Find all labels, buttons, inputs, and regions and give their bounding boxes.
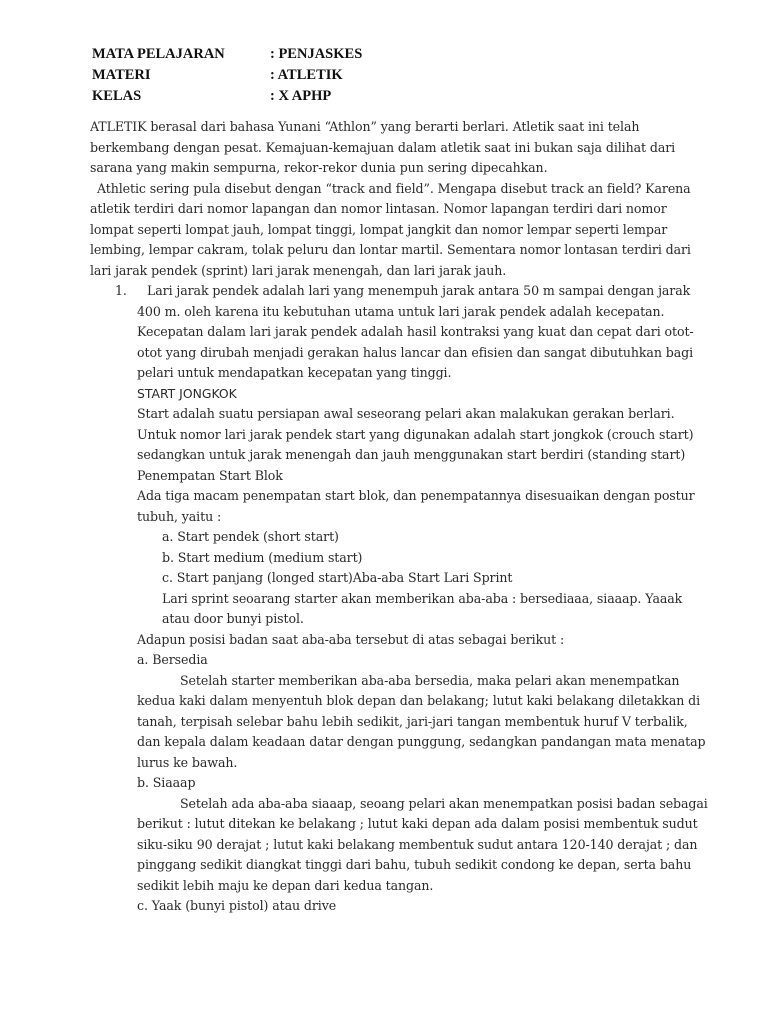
subsection-line: tanah, terpisah selebar bahu lebih sedikit, jari-jari tangan membentuk huruf V terbalik, bbox=[137, 713, 688, 729]
section-line: Ada tiga macam penempatan start blok, dan penempatannya disesuaikan dengan postur bbox=[137, 488, 695, 503]
header-value: : PENJASKES bbox=[270, 46, 363, 62]
header-row-subject bbox=[92, 44, 362, 65]
subsection-heading-yaak: c. Yaak (bunyi pistol) atau drive bbox=[137, 898, 337, 913]
subsection-line: berikut : lutut ditekan ke belakang ; lutut kaki depan ada dalam posisi membentuk sudut bbox=[137, 816, 698, 831]
section-heading-start-jongkok: START JONGKOK bbox=[137, 385, 237, 401]
list-item-line: Kecepatan dalam lari jarak pendek adalah hasil kontraksi yang kuat dan cepat dari otot- bbox=[137, 324, 694, 339]
intro-line: sarana yang makin sempurna, rekor-rekor dunia pun sering dipecahkan. bbox=[90, 160, 548, 175]
subsection-line: siku-siku 90 derajat ; lutut kaki belakang membentuk sudut antara 120-140 derajat ; dan bbox=[137, 836, 698, 852]
header-label: MATA PELAJARAN bbox=[92, 46, 225, 62]
list-item-line: 400 m. oleh karena itu kebutuhan utama untuk lari jarak pendek adalah kecepatan. bbox=[137, 303, 665, 319]
start-type-item: b. Start medium (medium start) bbox=[162, 549, 363, 565]
list-item-1 bbox=[90, 281, 691, 302]
subsection-heading-siaaap: b. Siaaap bbox=[137, 775, 196, 790]
intro-line: berkembang dengan pesat. Kemajuan-kemajuan dalam atletik saat ini bukan saja dilihat dari bbox=[90, 139, 676, 155]
subsection-line: lurus ke bawah. bbox=[137, 754, 238, 770]
subsection-line: pinggang sedikit diangkat tinggi dari bahu, tubuh sedikit condong ke depan, serta bahu bbox=[137, 857, 692, 872]
subsection-line: Setelah ada aba-aba siaaap, seoang pelari akan menempatkan posisi badan sebagai bbox=[180, 795, 708, 811]
list-item-line: pelari untuk mendapatkan kecepatan yang tinggi. bbox=[137, 365, 452, 380]
subsection-heading-bersedia: a. Bersedia bbox=[137, 652, 208, 667]
section-line: Start adalah suatu persiapan awal seseorang pelari akan malakukan gerakan berlari. bbox=[137, 406, 675, 421]
posisi-intro: Adapun posisi badan saat aba-aba tersebut di atas sebagai berikut : bbox=[137, 631, 565, 647]
paragraph-line: lompat seperti lompat jauh, lompat tinggi, lompat jangkit dan nomor lempar seperti lempar bbox=[90, 221, 668, 237]
subsection-line: kedua kaki dalam menyentuh blok depan dan belakang; lutut kaki belakang diletakkan di bbox=[137, 693, 701, 708]
header-row-class bbox=[92, 86, 362, 107]
paragraph-line: atletik terdiri dari nomor lapangan dan nomor lintasan. Nomor lapangan terdiri dari nomor bbox=[90, 201, 667, 216]
paragraph-line: Athletic sering pula disebut dengan “track and field”. Mengapa disebut track an field? Karena bbox=[97, 180, 691, 196]
subsection-line: dan kepala dalam keadaan datar dengan punggung, sedangkan pandangan mata menatap bbox=[137, 734, 706, 749]
sprint-note-line: atau door bunyi pistol. bbox=[162, 611, 304, 626]
list-item-text: Lari jarak pendek adalah lari yang menempuh jarak antara 50 m sampai dengan jarak bbox=[147, 283, 691, 298]
section-line: sedangkan untuk jarak menengah dan jauh menggunakan start berdiri (standing start) bbox=[137, 447, 686, 462]
section-line: tubuh, yaitu : bbox=[137, 508, 222, 524]
header-label: MATERI bbox=[92, 67, 151, 83]
header-value: : ATLETIK bbox=[270, 67, 343, 83]
paragraph-line: lari jarak pendek (sprint) lari jarak menengah, dan lari jarak jauh. bbox=[90, 262, 507, 278]
sprint-note-line: Lari sprint seoarang starter akan memberikan aba-aba : bersediaaa, siaaap. Yaaak bbox=[162, 590, 683, 606]
paragraph-line: lembing, lempar cakram, tolak peluru dan lontar martil. Sementara nomor lontasan terdiri dari bbox=[90, 242, 691, 257]
start-type-item: a. Start pendek (short start) bbox=[162, 529, 339, 544]
start-type-item: c. Start panjang (longed start)Aba-aba Start Lari Sprint bbox=[162, 570, 513, 585]
section-line: Penempatan Start Blok bbox=[137, 467, 283, 483]
document-header bbox=[92, 44, 362, 107]
list-number: 1. bbox=[115, 283, 127, 298]
list-item-line: otot yang dirubah menjadi gerakan halus lancar dan efisien dan sangat dibutuhkan bagi bbox=[137, 344, 693, 360]
section-line: Untuk nomor lari jarak pendek start yang digunakan adalah start jongkok (crouch start) bbox=[137, 426, 694, 442]
header-value: : X APHP bbox=[270, 88, 332, 104]
header-row-material bbox=[92, 65, 362, 86]
subsection-line: Setelah starter memberikan aba-aba bersedia, maka pelari akan menempatkan bbox=[180, 672, 680, 688]
subsection-line: sedikit lebih maju ke depan dari kedua tangan. bbox=[137, 877, 434, 893]
header-label: KELAS bbox=[92, 88, 142, 104]
intro-line: ATLETIK berasal dari bahasa Yunani “Athlon” yang berarti berlari. Atletik saat ini telah bbox=[90, 119, 640, 134]
document-body bbox=[90, 117, 708, 917]
